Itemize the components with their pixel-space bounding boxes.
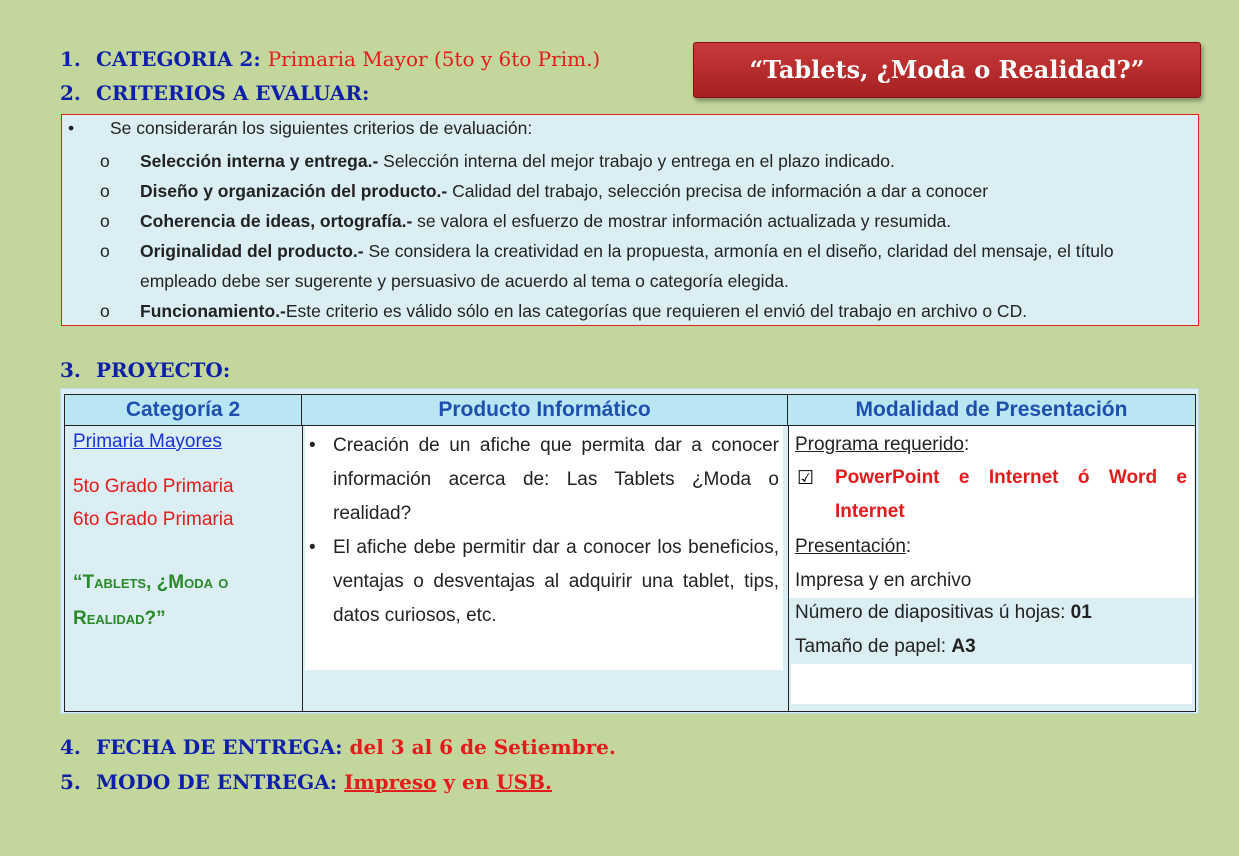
- grade-6to: 6to Grado Primaria: [73, 509, 234, 530]
- checkbox-icon: ☑: [797, 468, 815, 489]
- fecha-value: del 3 al 6 de Setiembre.: [349, 735, 616, 759]
- table-cell-categoria: [64, 426, 302, 712]
- criterios-label: CRITERIOS A EVALUAR:: [96, 81, 370, 105]
- criteria-intro: • Se considerarán los siguientes criterios de evaluación:: [68, 118, 533, 138]
- criteria-list: [100, 146, 1190, 326]
- table-header-row: [64, 394, 1196, 426]
- cell-background: [791, 664, 1192, 704]
- bullet-icon: •: [309, 435, 316, 456]
- heading-fecha: 4. FECHA DE ENTREGA: del 3 al 6 de Setiembre.: [60, 735, 616, 759]
- criteria-item: o Coherencia de ideas, ortografía.- se valora el esfuerzo de mostrar información actualizada y resumida.: [100, 206, 1190, 236]
- producto-bullet: • El afiche debe permitir dar a conocer los beneficios, ventajas o desventajas al adquirir una tablet, tips, datos curiosos, etc.: [309, 531, 779, 633]
- criteria-box: [61, 114, 1199, 326]
- papel-line: Tamaño de papel: A3: [795, 636, 976, 657]
- fecha-label: FECHA DE ENTREGA:: [96, 735, 343, 759]
- table-cell-modalidad: [788, 426, 1196, 712]
- grade-5to: 5to Grado Primaria: [73, 476, 234, 497]
- bullet-icon: •: [309, 537, 316, 558]
- circle-bullet-icon: o: [100, 301, 110, 321]
- heading-criterios: 2. CRITERIOS A EVALUAR:: [60, 81, 370, 105]
- badge-title: “Tablets, ¿Moda o Realidad?”: [749, 55, 1145, 84]
- theme-title-line2: Realidad?”: [73, 608, 166, 629]
- theme-title-line1: “Tablets, ¿Moda o: [73, 572, 229, 593]
- circle-bullet-icon: o: [100, 241, 110, 261]
- circle-bullet-icon: o: [100, 181, 110, 201]
- presentacion-value: Impresa y en archivo: [795, 570, 972, 591]
- project-table: [60, 388, 1199, 714]
- proyecto-label: PROYECTO:: [96, 358, 231, 382]
- header-producto: Producto Informático: [302, 394, 788, 426]
- categoria-label: CATEGORIA 2:: [96, 47, 261, 71]
- categoria-value: Primaria Mayor (5to y 6to Prim.): [267, 47, 601, 71]
- presentacion-line: Presentación:: [795, 536, 912, 557]
- heading-categoria: 1. CATEGORIA 2: Primaria Mayor (5to y 6to Prim.): [60, 47, 601, 71]
- producto-bullet: • Creación de un afiche que permita dar a conocer información acerca de: Las Tablets ¿Moda o realidad?: [309, 429, 779, 531]
- modo-mid: y en: [443, 770, 490, 794]
- title-badge: [693, 42, 1201, 98]
- diapositivas-line: Número de diapositivas ú hojas: 01: [795, 602, 1092, 623]
- heading-modo: 5. MODO DE ENTREGA: Impreso y en USB.: [60, 770, 552, 794]
- criteria-item: o Selección interna y entrega.- Selección interna del mejor trabajo y entrega en el plazo indicado.: [100, 146, 1190, 176]
- programa-line: Programa requerido:: [795, 434, 970, 455]
- table-cell-producto: [302, 426, 788, 712]
- heading-proyecto: 3. PROYECTO:: [60, 358, 231, 382]
- modo-usb: USB.: [496, 770, 552, 794]
- criteria-item: o Originalidad del producto.- Se considera la creatividad en la propuesta, armonía en el diseño, claridad del mensaje, el título empleado debe ser sugerente y persuasivo de acuerdo al tema o categoría elegida.: [100, 236, 1190, 296]
- circle-bullet-icon: o: [100, 151, 110, 171]
- criteria-item: o Diseño y organización del producto.- Calidad del trabajo, selección precisa de información a dar a conocer: [100, 176, 1190, 206]
- header-categoria: Categoría 2: [64, 394, 302, 426]
- modo-impreso: Impreso: [344, 770, 437, 794]
- modo-label: MODO DE ENTREGA:: [96, 770, 338, 794]
- programa-value: PowerPoint e Internet ó Word e Internet: [835, 467, 1187, 522]
- primaria-mayores-link[interactable]: Primaria Mayores: [73, 431, 222, 452]
- bullet-icon: •: [68, 118, 75, 138]
- header-modalidad: Modalidad de Presentación: [788, 394, 1196, 426]
- criteria-item: o Funcionamiento.-Este criterio es válido sólo en las categorías que requieren el envió del trabajo en archivo o CD.: [100, 296, 1190, 326]
- circle-bullet-icon: o: [100, 211, 110, 231]
